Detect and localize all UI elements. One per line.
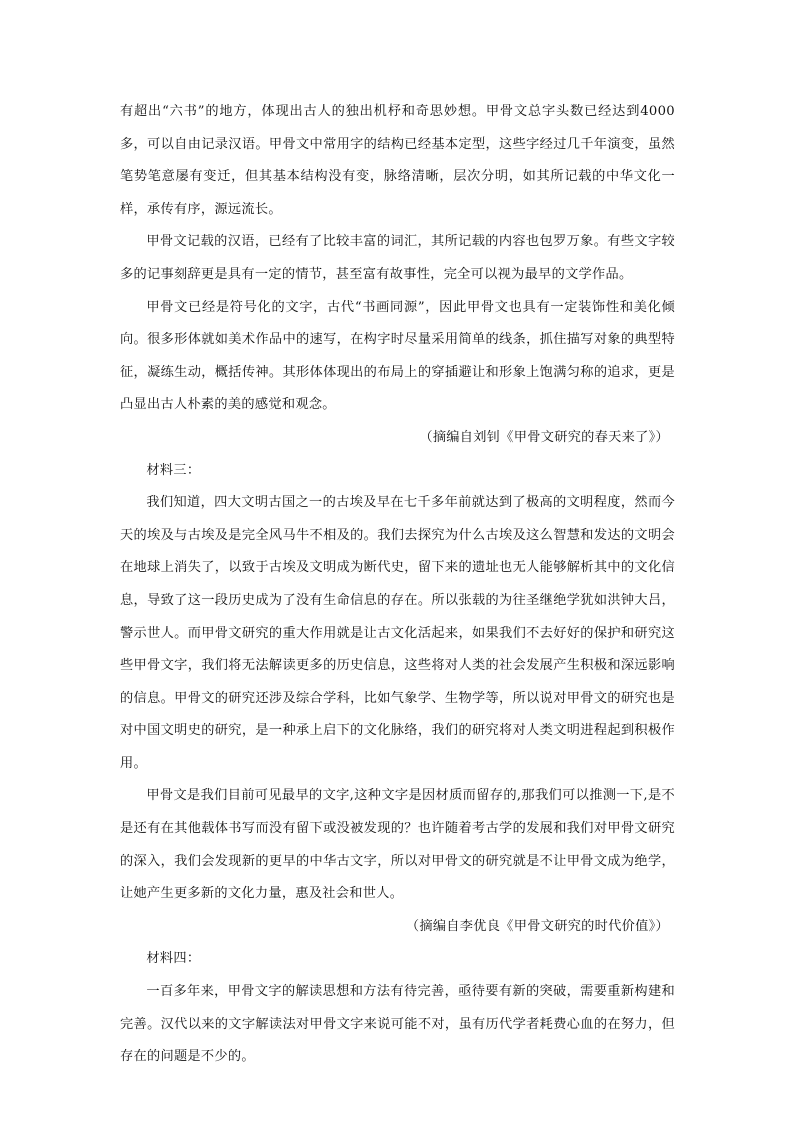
paragraph-oracle-bone-aesthetics: 甲骨文已经是符号化的文字，古代“书画同源”，因此甲骨文也具有一定装饰性和美化倾向。很多形体就如美术作品中的速写，在构字时尽量采用简单的线条，抓住描写对象的典型特征，凝练生动，概括传神。其形体体现出的布局上的穿插避让和形象上饱满匀称的追求，更是凸显出古人朴素的美的感觉和观念。 — [120, 299, 675, 413]
source-citation-li-youliang: （摘编自李优良《甲骨文研究的时代价值》） — [405, 918, 669, 934]
paragraph-oracle-bone-vocabulary: 甲骨文记载的汉语，已经有了比较丰富的词汇，其所记载的内容也包罗万象。有些文字较多的记事刻辞更是具有一定的情节，甚至富有故事性，完全可以视为最早的文学作品。 — [120, 234, 675, 282]
material-four-heading: 材料四： — [146, 951, 201, 967]
material-three-heading: 材料三： — [146, 462, 201, 478]
paragraph-ancient-egypt: 我们知道，四大文明古国之一的古埃及早在七千多年前就达到了极高的文明程度，然而今天的埃及与古埃及是完全风马牛不相及的。我们去探究为什么古埃及这么智慧和发达的文明会在地球上消失了，以致于古埃及文明成为断代史，留下来的遗址也无人能够解析其中的文化信息，导致了这一段历史成为了没有生命信息的存在。所以张载的为往圣继绝学犹如洪钟大吕，警示世人。而甲骨文研究的重大作用就是让古文化活起来，如果我们不去好好的保护和研究这些甲骨文字，我们将无法解读更多的历史信息，这些将对人类的社会发展产生积极和深远影响的信息。甲骨文的研究还涉及综合学科，比如气象学、生物学等，所以说对甲骨文的研究也是对中国文明史的研究，是一种承上启下的文化脉络，我们的研究将对人类文明进程起到积极作用。 — [120, 495, 675, 771]
source-citation-liu-zhao: （摘编自刘钊《甲骨文研究的春天来了》） — [419, 429, 669, 445]
paragraph-decipherment-methods: 一百多年来，甲骨文字的解读思想和方法有待完善，亟待要有新的突破，需要重新构建和完善。汉代以来的文字解读法对甲骨文字来说可能不对，虽有历代学者耗费心血的在努力，但存在的问题是不少的。 — [120, 984, 675, 1065]
document-page — [120, 96, 675, 1074]
paragraph-earliest-script: 甲骨文是我们目前可见最早的文字,这种文字是因材质而留存的,那我们可以推测一下,是不是还有在其他载体书写而没有留下或没被发现的？也许随着考古学的发展和我们对甲骨文研究的深入，我们会发现新的更早的中华古文字，所以对甲骨文的研究就是不让甲骨文成为绝学，让她产生更多新的文化力量，惠及社会和世人。 — [120, 788, 675, 902]
paragraph-oracle-bone-structure: 有超出“六书”的地方，体现出古人的独出机杼和奇思妙想。甲骨文总字头数已经达到4000多，可以自由记录汉语。甲骨文中常用字的结构已经基本定型，这些字经过几千年演变，虽然笔势笔意屡有变迁，但其基本结构没有变，脉络清晰，层次分明，如其所记载的中华文化一样，承传有序，源远流长。 — [120, 104, 675, 217]
